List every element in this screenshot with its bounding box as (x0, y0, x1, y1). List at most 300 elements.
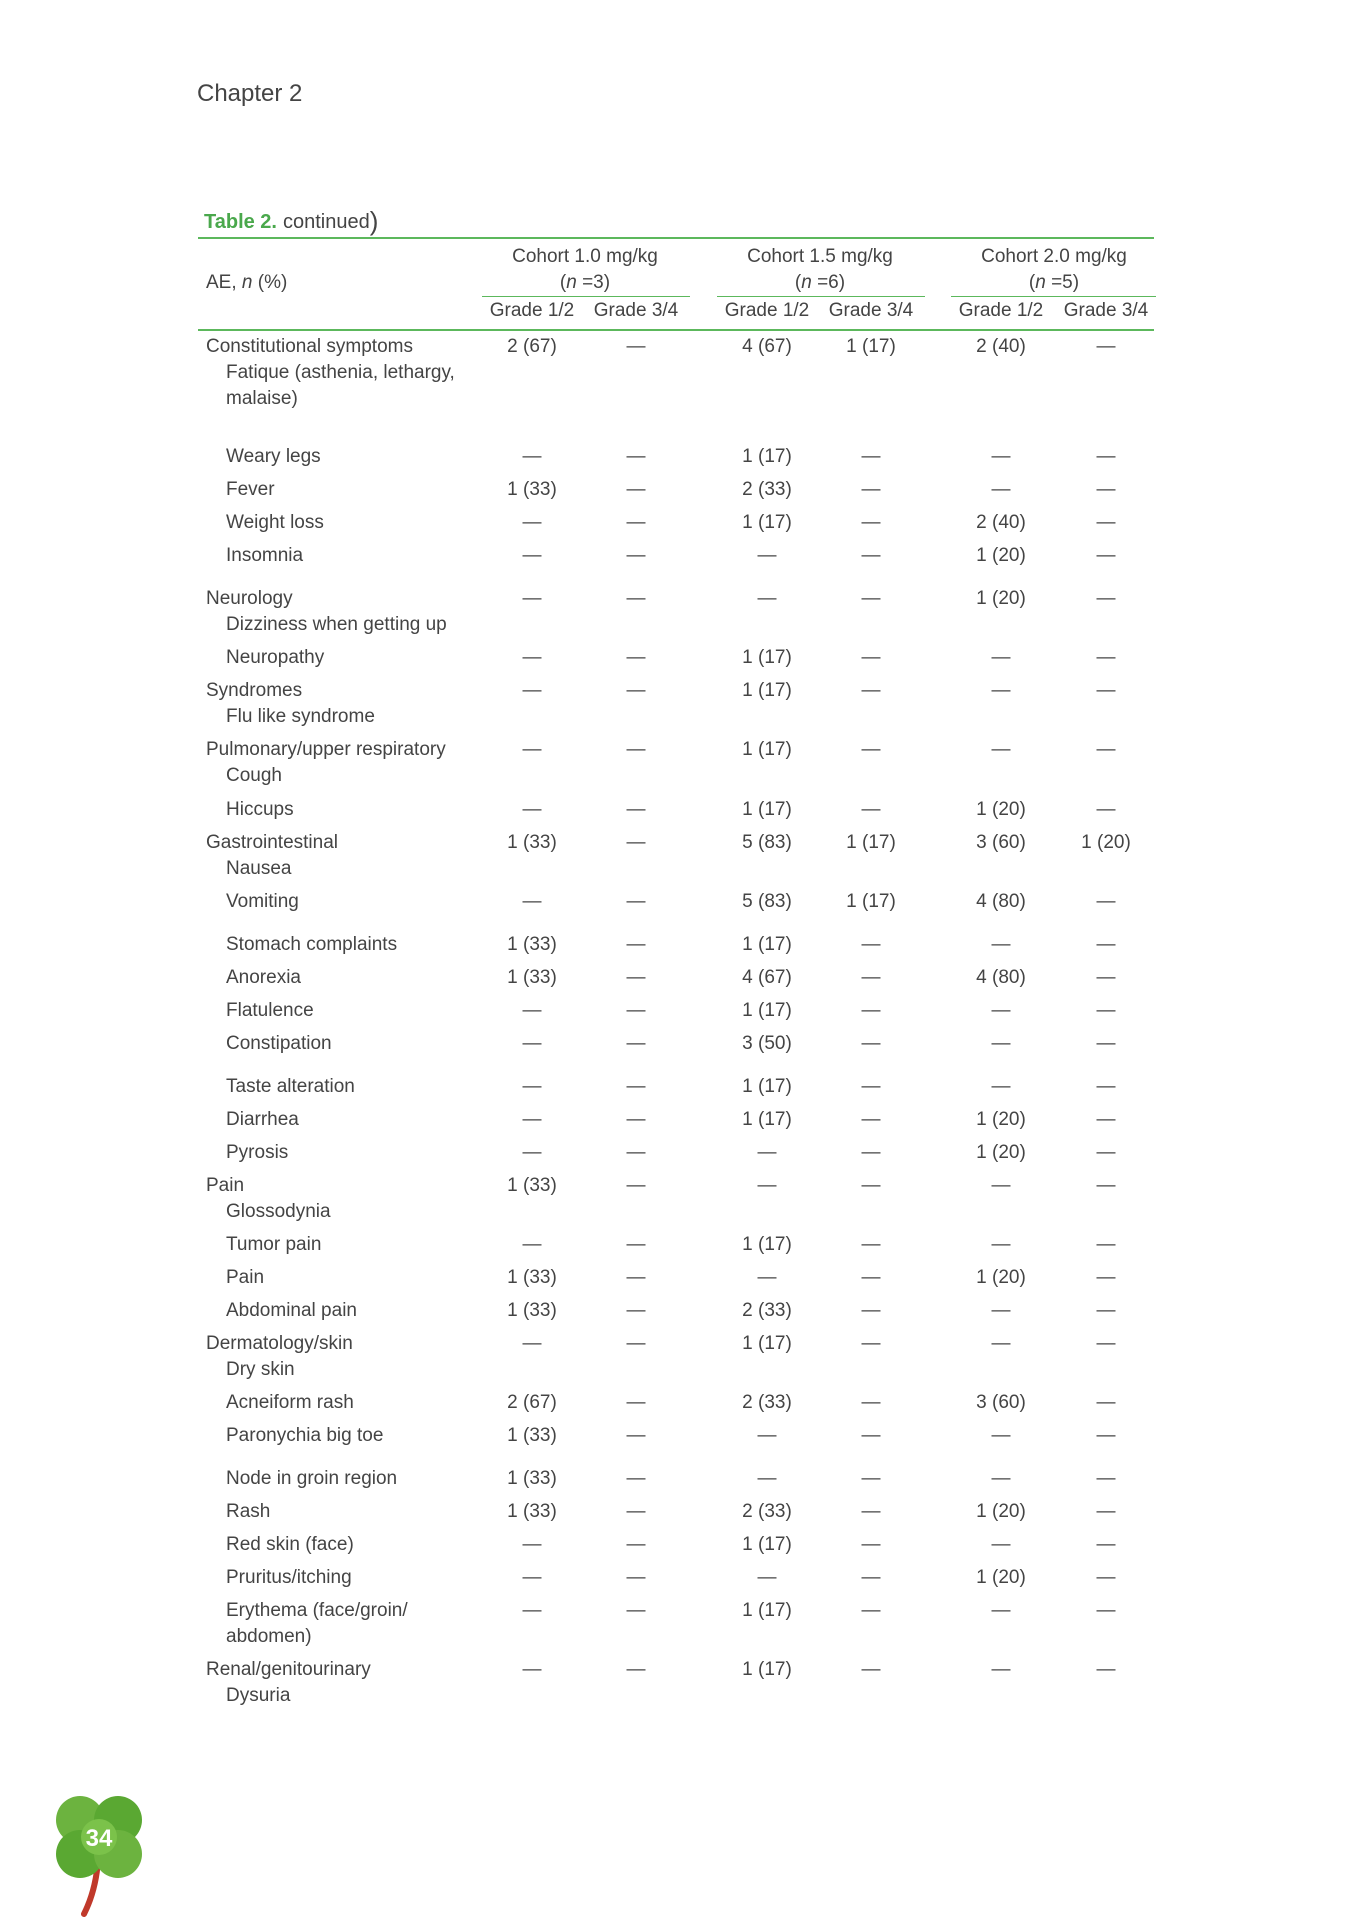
table-cell: — (861, 1300, 881, 1321)
item-name: Taste alteration (226, 1076, 355, 1097)
table-cell: — (626, 1109, 646, 1130)
item-name: Anorexia (226, 967, 301, 988)
table-cell: — (1096, 934, 1116, 955)
table-cell: — (1096, 446, 1116, 467)
table-cell: — (626, 1425, 646, 1446)
table-cell: — (991, 680, 1011, 701)
table-cell: — (991, 1076, 1011, 1097)
grade-header-4: Grade 3/4 (828, 300, 914, 321)
row-item-label (226, 1298, 506, 1324)
table-cell: — (1096, 479, 1116, 500)
table-cell: — (1096, 588, 1116, 609)
table-cell: — (757, 1425, 777, 1446)
table-cell: 2 (67) (507, 1392, 557, 1413)
table-cell: — (626, 739, 646, 760)
grade-header-6: Grade 3/4 (1063, 300, 1149, 321)
table-cell: 4 (67) (742, 336, 792, 357)
table-cell: — (626, 588, 646, 609)
table-cell: — (861, 1534, 881, 1555)
table-cell: — (1096, 891, 1116, 912)
row-category-label (206, 1657, 486, 1709)
table-cell: 1 (33) (507, 1300, 557, 1321)
cohort-n (924, 270, 1184, 296)
table-cell: — (626, 832, 646, 853)
table-cell: — (522, 1600, 542, 1621)
table-cell: — (1096, 512, 1116, 533)
cohort-n (690, 270, 950, 296)
category-name: Pulmonary/upper respiratory (206, 739, 446, 760)
row-category-label (206, 737, 486, 789)
table-cell: — (861, 1600, 881, 1621)
table-cell: — (757, 1468, 777, 1489)
table-cell: — (991, 934, 1011, 955)
table-cell: — (1096, 1142, 1116, 1163)
row-item-label (226, 1140, 506, 1166)
table-cell: — (861, 1425, 881, 1446)
table-cell: 1 (17) (742, 799, 792, 820)
table-cell: — (861, 1392, 881, 1413)
table-cell: 1 (20) (976, 1267, 1026, 1288)
table-cell: 1 (20) (976, 1567, 1026, 1588)
table-cell: — (861, 1109, 881, 1130)
item-name: Weight loss (226, 512, 324, 533)
ae-header-prefix: AE, (206, 272, 242, 293)
row-item-label (226, 477, 506, 503)
table-cell: — (1096, 680, 1116, 701)
table-cell: 1 (17) (742, 1076, 792, 1097)
table-cell: — (1096, 1109, 1116, 1130)
row-item-label (226, 1499, 506, 1525)
table-cell: — (626, 1267, 646, 1288)
caption-paren: ) (369, 206, 379, 236)
cohort-underline-3 (951, 296, 1156, 297)
item-name-continued: abdomen) (226, 1626, 312, 1647)
table-cell: 4 (80) (976, 967, 1026, 988)
table-cell: — (522, 1033, 542, 1054)
row-item-label (226, 1598, 506, 1650)
table-cell: — (1096, 1534, 1116, 1555)
table-cell: — (1096, 1600, 1116, 1621)
item-name: Cough (226, 765, 282, 786)
item-name: Constipation (226, 1033, 332, 1054)
table-cell: — (1096, 647, 1116, 668)
table-cell: — (522, 545, 542, 566)
table-cell: — (1096, 967, 1116, 988)
item-name: Pruritus/itching (226, 1567, 352, 1588)
row-category-label (206, 830, 486, 882)
table-cell: — (1096, 1000, 1116, 1021)
item-name: Nausea (226, 858, 292, 879)
table-cell: — (626, 1600, 646, 1621)
table-cell: — (626, 1033, 646, 1054)
cohort-header-2 (690, 244, 950, 296)
item-name: Flatulence (226, 1000, 314, 1021)
table-cell: — (626, 336, 646, 357)
table-cell: — (626, 1333, 646, 1354)
table-cell: — (522, 588, 542, 609)
table-cell: — (861, 1567, 881, 1588)
table-cell: — (861, 1033, 881, 1054)
grade-header-1: Grade 1/2 (489, 300, 575, 321)
table-cell: — (626, 1300, 646, 1321)
table-cell: — (861, 446, 881, 467)
table-cell: 2 (33) (742, 1501, 792, 1522)
table-cell: — (861, 545, 881, 566)
table-cell: 1 (17) (742, 934, 792, 955)
table-cell: — (991, 1425, 1011, 1446)
row-item-label (226, 645, 506, 671)
table-cell: — (626, 545, 646, 566)
table-cell: — (626, 512, 646, 533)
row-item-label (226, 510, 506, 536)
table-cell: — (1096, 739, 1116, 760)
table-cell: 2 (67) (507, 336, 557, 357)
table-cell: 1 (17) (742, 1333, 792, 1354)
table-cell: 1 (17) (846, 336, 896, 357)
table-cell: — (1096, 1333, 1116, 1354)
table-cell: — (626, 891, 646, 912)
table-cell: — (626, 1234, 646, 1255)
table-cell: — (861, 1234, 881, 1255)
cohort-n-italic: n (566, 272, 577, 293)
table-cell: 1 (17) (846, 891, 896, 912)
item-name: Pyrosis (226, 1142, 289, 1163)
table-cell: — (1096, 545, 1116, 566)
table-cell: — (522, 891, 542, 912)
cohort-n-open: ( (794, 272, 802, 293)
table-cell: — (1096, 1392, 1116, 1413)
table-cell: 2 (33) (742, 1300, 792, 1321)
table-cell: — (522, 799, 542, 820)
item-name: Rash (226, 1501, 271, 1522)
table-cell: 1 (33) (507, 1425, 557, 1446)
table-cell: — (861, 647, 881, 668)
table-cell: 1 (20) (976, 799, 1026, 820)
table-cell: — (991, 446, 1011, 467)
table-cell: 1 (17) (742, 739, 792, 760)
table-cell: 5 (83) (742, 891, 792, 912)
row-category-label (206, 334, 486, 412)
table-cell: — (626, 1468, 646, 1489)
row-item-label (226, 1423, 506, 1449)
table-cell: 1 (17) (742, 1000, 792, 1021)
cohort-name: Cohort 1.5 mg/kg (747, 246, 893, 267)
table-cell: 1 (33) (507, 967, 557, 988)
category-name: Pain (206, 1175, 245, 1196)
row-item-label (226, 1031, 506, 1057)
cohort-n-italic: n (1035, 272, 1046, 293)
item-name: Acneiform rash (226, 1392, 354, 1413)
table-cell: — (522, 1142, 542, 1163)
table-cell: — (991, 647, 1011, 668)
row-item-label (226, 1265, 506, 1291)
table-cell: — (757, 545, 777, 566)
item-name: Tumor pain (226, 1234, 322, 1255)
item-name: Abdominal pain (226, 1300, 357, 1321)
table-cell: — (1096, 1175, 1116, 1196)
table-cell: — (626, 1501, 646, 1522)
cohort-underline-2 (717, 296, 925, 297)
clover-icon (50, 1790, 150, 1920)
cohort-n-rest: =6) (811, 272, 846, 293)
category-name: Constitutional symptoms (206, 336, 413, 357)
table-cell: — (757, 1567, 777, 1588)
cohort-n-italic: n (801, 272, 812, 293)
table-cell: — (861, 1501, 881, 1522)
table-cell: — (757, 588, 777, 609)
table-cell: 1 (33) (507, 1267, 557, 1288)
table-cell: 1 (17) (742, 1600, 792, 1621)
table-cell: — (626, 1534, 646, 1555)
table-cell: — (626, 1076, 646, 1097)
row-item-label (226, 1074, 506, 1100)
row-item-label (226, 1390, 506, 1416)
table-caption (204, 206, 378, 237)
table-cell: — (1096, 1468, 1116, 1489)
caption-text: continued (283, 211, 370, 233)
table-cell: — (626, 680, 646, 701)
row-item-label (226, 797, 506, 823)
table-cell: — (1096, 1501, 1116, 1522)
category-name: Dermatology/skin (206, 1333, 353, 1354)
table-cell: — (522, 1076, 542, 1097)
table-cell: 1 (20) (976, 1109, 1026, 1130)
table-cell: 3 (60) (976, 1392, 1026, 1413)
cohort-n-rest: =3) (576, 272, 611, 293)
category-name: Gastrointestinal (206, 832, 339, 853)
row-item-label (226, 965, 506, 991)
item-name: Dry skin (226, 1359, 295, 1380)
cohort-header-3 (924, 244, 1184, 296)
table-cell: — (522, 1534, 542, 1555)
table-cell: — (861, 680, 881, 701)
table-cell: — (861, 799, 881, 820)
row-item-label (226, 1565, 506, 1591)
table-cell: 1 (17) (742, 1234, 792, 1255)
category-name: Renal/genitourinary (206, 1659, 371, 1680)
table-cell: — (861, 1659, 881, 1680)
page-number: 34 (85, 1825, 113, 1852)
row-item-label (226, 889, 506, 915)
item-name: Glossodynia (226, 1201, 331, 1222)
cohort-n (455, 270, 715, 296)
table-cell: — (861, 588, 881, 609)
table-cell: 1 (20) (1081, 832, 1131, 853)
table-cell: 2 (40) (976, 336, 1026, 357)
table-cell: — (626, 1142, 646, 1163)
row-category-label (206, 586, 486, 638)
table-cell: 1 (20) (976, 545, 1026, 566)
ae-header-n: n (241, 272, 253, 293)
table-cell: 1 (17) (846, 832, 896, 853)
table-cell: — (861, 967, 881, 988)
table-cell: — (757, 1142, 777, 1163)
table-cell: — (861, 739, 881, 760)
table-cell: — (991, 1300, 1011, 1321)
item-name: Neuropathy (226, 647, 325, 668)
row-category-label (206, 678, 486, 730)
table-cell: — (757, 1175, 777, 1196)
table-cell: — (522, 1234, 542, 1255)
table-cell: — (522, 1109, 542, 1130)
table-cell: — (861, 1000, 881, 1021)
cohort-n-open: ( (559, 272, 567, 293)
table-cell: — (861, 1267, 881, 1288)
row-item-label (226, 998, 506, 1024)
table-cell: — (626, 934, 646, 955)
table-header-rule (198, 329, 1154, 331)
table-cell: — (861, 1468, 881, 1489)
chapter-heading: Chapter 2 (197, 80, 303, 107)
row-item-label (226, 932, 506, 958)
table-cell: — (991, 1033, 1011, 1054)
table-cell: 1 (33) (507, 934, 557, 955)
table-cell: — (522, 1659, 542, 1680)
table-top-rule (198, 237, 1154, 239)
table-cell: — (991, 739, 1011, 760)
cohort-n-open: ( (1028, 272, 1036, 293)
table-cell: 1 (20) (976, 1142, 1026, 1163)
table-cell: — (1096, 1033, 1116, 1054)
table-cell: 1 (33) (507, 1175, 557, 1196)
grade-header-2: Grade 3/4 (593, 300, 679, 321)
table-cell: — (991, 1333, 1011, 1354)
cohort-underline-1 (482, 296, 690, 297)
table-cell: — (861, 1076, 881, 1097)
cohort-name: Cohort 2.0 mg/kg (981, 246, 1127, 267)
table-cell: 3 (60) (976, 832, 1026, 853)
cohort-n-rest: =5) (1045, 272, 1080, 293)
row-item-label (226, 1107, 506, 1133)
table-cell: — (1096, 1076, 1116, 1097)
table-cell: 1 (33) (507, 479, 557, 500)
table-cell: — (991, 479, 1011, 500)
grade-header-3: Grade 1/2 (724, 300, 810, 321)
cohort-name: Cohort 1.0 mg/kg (512, 246, 658, 267)
item-name: Diarrhea (226, 1109, 299, 1130)
table-cell: 1 (17) (742, 1534, 792, 1555)
table-cell: — (626, 1175, 646, 1196)
table-cell: — (991, 1659, 1011, 1680)
table-cell: — (522, 1333, 542, 1354)
table-cell: — (626, 647, 646, 668)
table-cell: — (861, 1333, 881, 1354)
item-name-continued: malaise) (226, 388, 298, 409)
table-cell: — (522, 680, 542, 701)
table-cell: 1 (33) (507, 1501, 557, 1522)
table-cell: — (522, 512, 542, 533)
category-name: Neurology (206, 588, 293, 609)
table-cell: — (626, 1567, 646, 1588)
table-cell: 1 (17) (742, 1659, 792, 1680)
table-cell: — (1096, 1425, 1116, 1446)
table-cell: — (1096, 1659, 1116, 1680)
table-cell: — (991, 1000, 1011, 1021)
table-cell: 4 (67) (742, 967, 792, 988)
table-cell: — (1096, 799, 1116, 820)
table-cell: — (1096, 1234, 1116, 1255)
table-cell: 3 (50) (742, 1033, 792, 1054)
row-item-label (226, 1532, 506, 1558)
table-cell: 1 (33) (507, 1468, 557, 1489)
table-cell: 1 (17) (742, 446, 792, 467)
item-name: Weary legs (226, 446, 321, 467)
table-cell: 1 (17) (742, 647, 792, 668)
item-name: Flu like syndrome (226, 706, 375, 727)
table-cell: — (991, 1534, 1011, 1555)
table-cell: — (626, 799, 646, 820)
table-cell: 2 (40) (976, 512, 1026, 533)
table-cell: 2 (33) (742, 479, 792, 500)
item-name: Vomiting (226, 891, 299, 912)
table-cell: 2 (33) (742, 1392, 792, 1413)
item-name: Paronychia big toe (226, 1425, 384, 1446)
table-cell: 1 (33) (507, 832, 557, 853)
item-name: Dysuria (226, 1685, 291, 1706)
row-item-label (226, 543, 506, 569)
ae-column-header (206, 272, 287, 294)
table-cell: — (757, 1267, 777, 1288)
row-category-label (206, 1173, 486, 1225)
table-cell: — (626, 1392, 646, 1413)
table-cell: — (522, 446, 542, 467)
table-cell: 4 (80) (976, 891, 1026, 912)
item-name: Node in groin region (226, 1468, 398, 1489)
item-name: Fatique (asthenia, lethargy, (226, 362, 455, 383)
table-cell: — (861, 1142, 881, 1163)
item-name: Hiccups (226, 799, 294, 820)
table-cell: — (991, 1234, 1011, 1255)
item-name: Stomach complaints (226, 934, 398, 955)
table-cell: — (522, 1567, 542, 1588)
table-cell: 5 (83) (742, 832, 792, 853)
table-cell: — (626, 1000, 646, 1021)
row-item-label (226, 1232, 506, 1258)
table-cell: — (991, 1600, 1011, 1621)
table-cell: — (626, 967, 646, 988)
table-cell: — (626, 1659, 646, 1680)
table-cell: — (861, 512, 881, 533)
table-cell: — (522, 647, 542, 668)
table-cell: — (1096, 1567, 1116, 1588)
table-cell: 1 (17) (742, 1109, 792, 1130)
table-cell: — (861, 934, 881, 955)
item-name: Dizziness when getting up (226, 614, 447, 635)
table-cell: — (522, 1000, 542, 1021)
table-cell: — (861, 479, 881, 500)
item-name: Fever (226, 479, 275, 500)
table-cell: — (1096, 1267, 1116, 1288)
row-item-label (226, 1466, 506, 1492)
ae-header-suffix: (%) (252, 272, 288, 293)
item-name: Insomnia (226, 545, 304, 566)
table-cell: — (991, 1468, 1011, 1489)
table-cell: 1 (20) (976, 588, 1026, 609)
row-item-label (226, 444, 506, 470)
cohort-header-1 (455, 244, 715, 296)
table-cell: — (1096, 336, 1116, 357)
item-name: Pain (226, 1267, 265, 1288)
table-cell: — (861, 1175, 881, 1196)
table-cell: 1 (17) (742, 512, 792, 533)
table-cell: 1 (17) (742, 680, 792, 701)
table-cell: — (522, 739, 542, 760)
item-name: Red skin (face) (226, 1534, 354, 1555)
table-cell: — (626, 446, 646, 467)
grade-header-5: Grade 1/2 (958, 300, 1044, 321)
table-cell: — (991, 1175, 1011, 1196)
category-name: Syndromes (206, 680, 303, 701)
